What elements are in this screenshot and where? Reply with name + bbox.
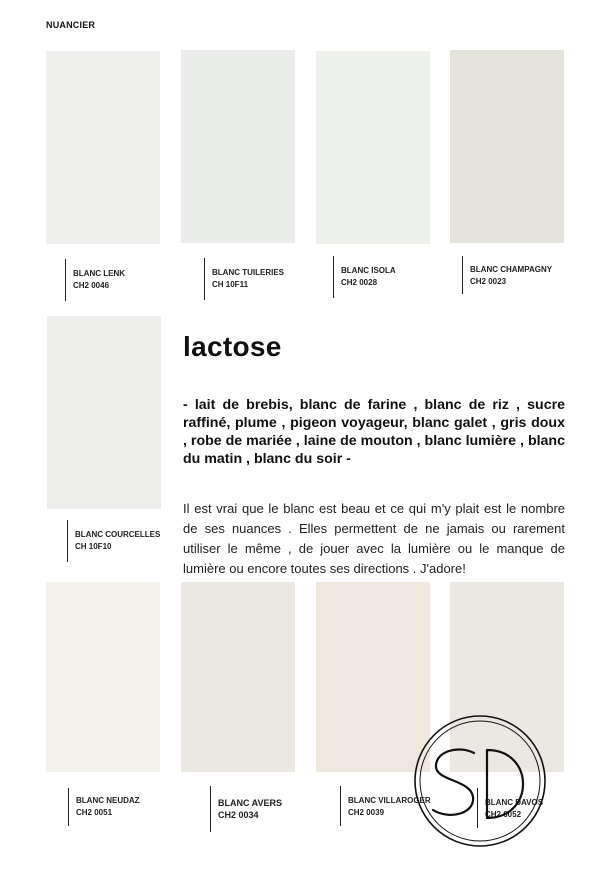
swatch-name: BLANC AVERS <box>218 798 283 808</box>
swatch-name: BLANC DAVOS <box>485 798 544 807</box>
swatch-code: CH2 0028 <box>341 278 378 287</box>
swatch-blanc-avers <box>181 582 295 772</box>
swatch-blanc-champagny <box>450 50 564 243</box>
swatch-blanc-neudaz <box>46 582 160 772</box>
swatch-code: CH2 0051 <box>76 808 113 817</box>
swatch-code: CH2 0052 <box>485 810 522 819</box>
swatch-label <box>204 258 284 300</box>
article-title: lactose <box>183 331 282 362</box>
swatch-name: BLANC COURCELLES <box>75 530 161 539</box>
swatch-label <box>67 520 160 562</box>
swatch-label <box>333 256 396 298</box>
swatch-blanc-courcelles <box>47 316 161 509</box>
article-body: Il est vrai que le blanc est beau et ce qui m'y plait est le nombre de ses nuances . Elles permettent de ne jamais ou rarement utiliser le même , de jouer avec la lumière ou le manque de lumière ou encore toutes ses directions . J'adore! <box>183 501 565 576</box>
swatch-code: CH2 0034 <box>218 810 259 820</box>
swatch-label <box>210 786 282 832</box>
swatch-label <box>462 256 552 294</box>
swatch-name: BLANC CHAMPAGNY <box>470 265 553 274</box>
swatch-name: BLANC VILLAROGER <box>348 796 431 805</box>
page-header: NUANCIER <box>46 20 96 30</box>
swatch-code: CH 10F11 <box>212 280 249 289</box>
swatch-label <box>68 788 140 826</box>
swatch-code: CH2 0046 <box>73 281 110 290</box>
swatch-name: BLANC LENK <box>73 269 125 278</box>
swatch-code: CH2 0023 <box>470 277 507 286</box>
article-tags: - lait de brebis, blanc de farine , blanc de riz , sucre raffiné, plume , pigeon voyageur, blanc galet , gris doux , robe de mariée , laine de mouton , blanc lumière , blanc du matin , blanc du soir - <box>183 397 565 467</box>
swatch-blanc-isola <box>316 51 430 244</box>
sd-monogram-logo <box>413 714 547 848</box>
swatch-code: CH2 0039 <box>348 808 385 817</box>
swatch-code: CH 10F10 <box>75 542 112 551</box>
swatch-name: BLANC NEUDAZ <box>76 796 140 805</box>
swatch-name: BLANC TUILERIES <box>212 268 284 277</box>
swatch-blanc-lenk <box>46 51 160 244</box>
swatch-blanc-tuileries <box>181 50 295 243</box>
swatch-label <box>65 259 125 301</box>
swatch-name: BLANC ISOLA <box>341 266 396 275</box>
